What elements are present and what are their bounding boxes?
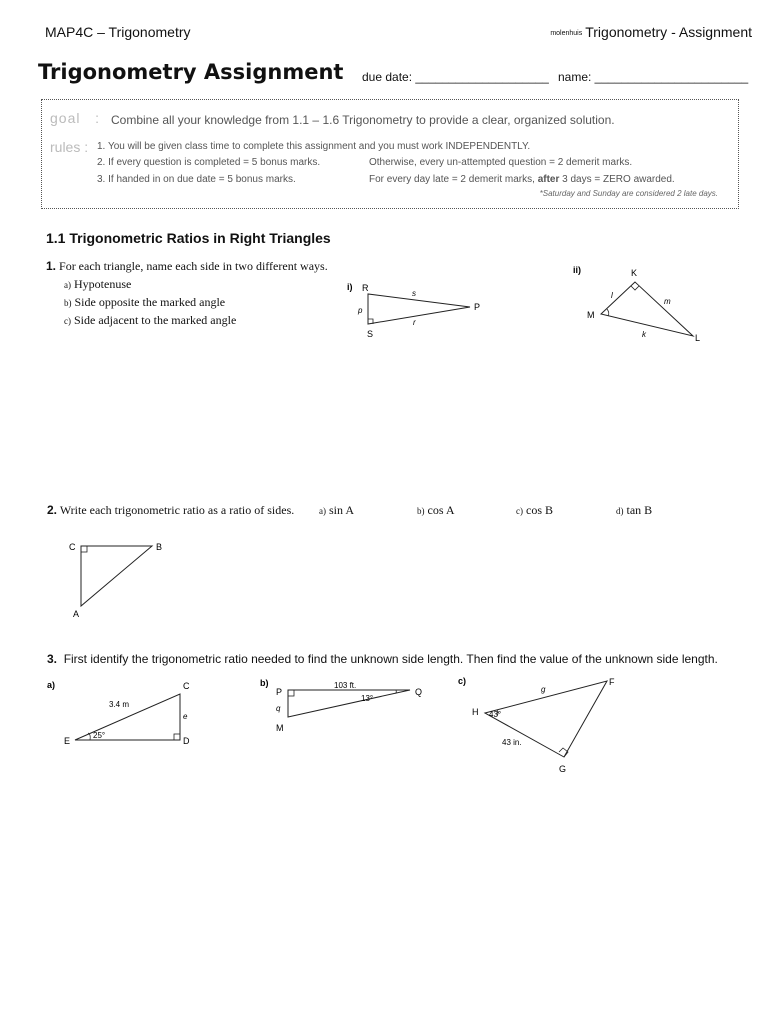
tri-ii-vertex-m: M [587, 310, 595, 320]
q3b-side-length: 103 ft. [334, 681, 357, 690]
q3c-side-g: g [541, 685, 546, 694]
q2-d-text: tan B [626, 503, 653, 517]
q2-vertex-c: C [69, 542, 76, 552]
q1-number: 1. [46, 259, 57, 273]
goal-text: Combine all your knowledge from 1.1 – 1.6 Trigonometry to provide a clear, organized solution. [111, 113, 615, 127]
q3a-angle: 25° [93, 731, 106, 740]
tri-i-side-s: s [412, 289, 416, 298]
q3b-side-q: q [276, 704, 281, 713]
q3a-vertex-c: C [183, 681, 190, 691]
q2-c-label: c) [516, 506, 523, 516]
q3b-angle: 13° [361, 694, 374, 703]
question-2 [47, 503, 294, 518]
doc-title: Trigonometry - Assignment [585, 24, 752, 40]
q3b-vertex-p: P [276, 687, 283, 697]
tri-ii-side-m: m [664, 297, 671, 306]
name-field: name: _______________________ [558, 70, 749, 84]
rules-tag-text: rules [50, 139, 81, 155]
page-title: Trigonometry Assignment [38, 60, 344, 84]
rule-3: 3. If handed in on due date = 5 bonus marks. [97, 174, 296, 185]
q2-a-label: a) [319, 506, 326, 516]
q2-number: 2. [47, 503, 58, 517]
q1-a-label: a) [64, 280, 71, 290]
q1-c-text: Side adjacent to the marked angle [74, 313, 237, 327]
section-heading: 1.1 Trigonometric Ratios in Right Triangles [46, 230, 331, 246]
tri-ii-vertex-k: K [631, 268, 638, 278]
q2-c-text: cos B [526, 503, 553, 517]
triangle-ii [573, 265, 700, 343]
author-name: molenhuis [550, 29, 583, 37]
late-days-note: *Saturday and Sunday are considered 2 late days. [539, 189, 718, 198]
q3c-side-length: 43 in. [502, 738, 522, 747]
tri-ii-side-k: k [642, 330, 646, 339]
q2-b-text: cos A [427, 503, 455, 517]
q3c-vertex-f: F [609, 677, 615, 687]
q3b-vertex-q: Q [415, 687, 423, 697]
rule-2: 2. If every question is completed = 5 bonus marks. [97, 157, 321, 168]
tri-i-vertex-r: R [362, 283, 369, 293]
q2-vertex-a: A [73, 609, 80, 619]
goal-colon: : [95, 110, 101, 126]
due-date-field: due date: ____________________ [362, 70, 549, 84]
tri-i-side-p: p [358, 306, 363, 315]
q2-d-label: d) [616, 506, 624, 516]
q3c-angle: 43° [489, 710, 502, 719]
q3a-vertex-d: D [183, 736, 190, 746]
rules-colon: : [84, 139, 89, 155]
tri-ii-label: ii) [573, 265, 581, 275]
q2-part-c [516, 503, 553, 518]
q3a-hypotenuse-length: 3.4 m [109, 700, 130, 709]
q1-a-text: Hypotenuse [74, 277, 132, 291]
rule-3-post: 3 days = ZERO awarded. [562, 174, 675, 185]
tri-ii-vertex-l: L [695, 333, 701, 343]
q3a-vertex-e: E [64, 736, 71, 746]
q3c-label: c) [458, 676, 467, 686]
q3a-side-e: e [183, 712, 188, 721]
q3c-triangle [458, 676, 615, 774]
rule-3-pre: For every day late = 2 demerit marks, [369, 174, 535, 185]
q3b-triangle [260, 678, 422, 733]
q2-triangle [69, 542, 162, 619]
rule-1: 1. You will be given class time to complete this assignment and you must work INDEPENDENTLY. [97, 141, 531, 152]
q1-b-label: b) [64, 298, 72, 308]
question-3 [47, 652, 718, 666]
q3b-vertex-m: M [276, 723, 284, 733]
q2-part-b [417, 503, 455, 518]
q2-vertex-b: B [156, 542, 163, 552]
q3-number: 3. [47, 652, 58, 666]
q3c-vertex-h: H [472, 707, 479, 717]
tri-i-label: i) [347, 282, 353, 292]
q2-part-d [616, 503, 652, 518]
q2-part-a [319, 503, 354, 518]
rule-2-detail: Otherwise, every un-attempted question = 2 demerit marks. [369, 157, 633, 168]
q2-b-label: b) [417, 506, 425, 516]
tri-i-vertex-s: S [367, 329, 374, 339]
q3a-label: a) [47, 680, 56, 690]
q3a-triangle [47, 680, 190, 746]
triangle-i [347, 282, 480, 339]
course-header: MAP4C – Trigonometry [45, 24, 191, 40]
q2-a-text: sin A [329, 503, 355, 517]
tri-i-side-r: r [413, 318, 416, 327]
q3b-label: b) [260, 678, 269, 688]
q1-b-text: Side opposite the marked angle [74, 295, 226, 309]
q3c-vertex-g: G [559, 764, 567, 774]
q3-text: First identify the trigonometric ratio needed to find the unknown side length. Then find the value of the unknown side length. [63, 652, 718, 666]
tri-i-vertex-p: P [474, 302, 481, 312]
q1-text: For each triangle, name each side in two different ways. [59, 259, 328, 273]
rule-3-bold: after [537, 174, 560, 185]
goal-tag-text: goal [50, 110, 81, 126]
q1-c-label: c) [64, 316, 71, 326]
tri-ii-side-l: l [611, 291, 613, 300]
q2-text: Write each trigonometric ratio as a ratio of sides. [59, 503, 295, 517]
